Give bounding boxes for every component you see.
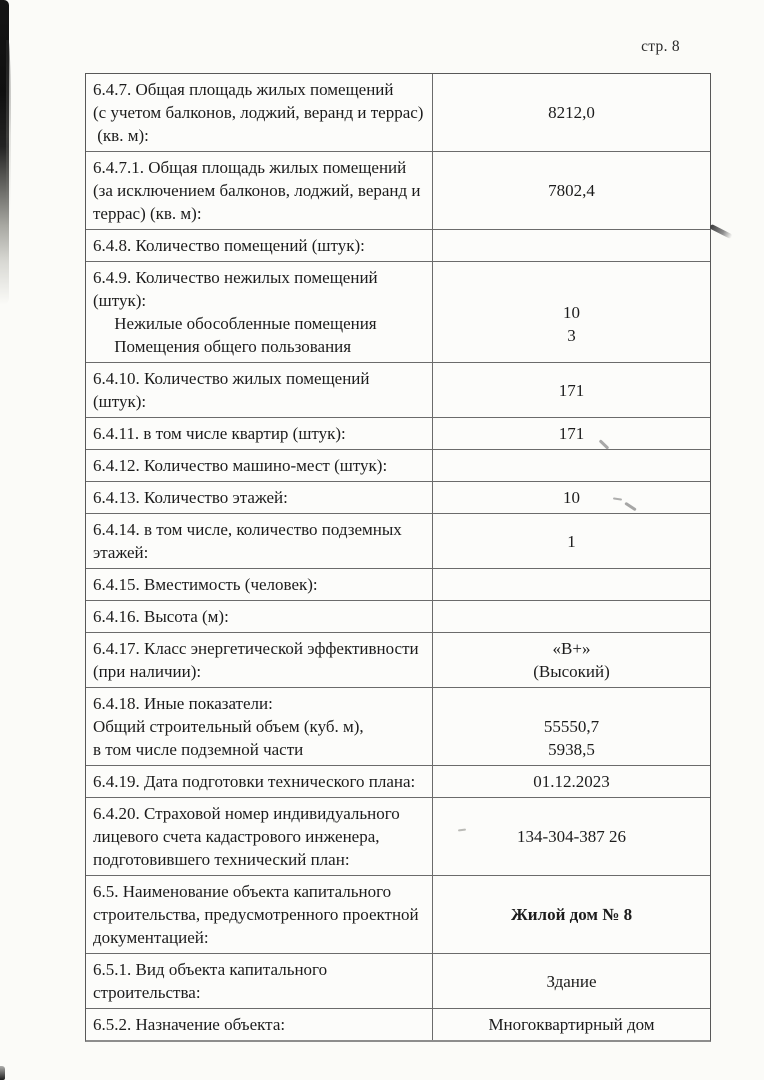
row-label-line: в том числе подземной части: [93, 740, 304, 759]
row-label-line: 6.4.20. Страховой номер индивидуального: [93, 804, 400, 823]
row-value: [432, 798, 710, 875]
row-value-line: 10: [563, 488, 580, 507]
row-label: [86, 876, 432, 953]
table-row: [86, 568, 710, 600]
row-label-line: 6.5.2. Назначение объекта:: [93, 1015, 286, 1034]
row-label-line: документацией:: [93, 928, 209, 947]
row-value-line: [441, 692, 702, 715]
row-label: [86, 569, 432, 600]
row-value: [432, 514, 710, 568]
row-label-line: 6.4.18. Иные показатели:: [93, 694, 273, 713]
table-row: [86, 953, 710, 1008]
row-value-line: 55550,7: [543, 717, 600, 736]
row-label-line: 6.5. Наименование объекта капитального: [93, 882, 392, 901]
row-value: [432, 152, 710, 229]
row-label-line: строительства:: [93, 983, 201, 1002]
row-label: [86, 363, 432, 417]
table-row: [86, 632, 710, 687]
row-label-line: этажей:: [93, 543, 149, 562]
row-value-line: Многоквартирный дом: [488, 1015, 655, 1034]
row-value-line: 171: [558, 424, 585, 443]
table-row: [86, 417, 710, 449]
table-row: [86, 687, 710, 765]
table-row: [86, 151, 710, 229]
table-row: [86, 261, 710, 362]
row-label-line: террас) (кв. м):: [93, 204, 202, 223]
row-label: [86, 601, 432, 632]
row-value: [432, 876, 710, 953]
row-value-line: 171: [558, 380, 585, 400]
row-value: [432, 363, 710, 417]
row-label-line: 6.4.10. Количество жилых помещений (штук):: [93, 369, 374, 411]
row-value: [432, 230, 710, 261]
row-label-line: Помещения общего пользования: [93, 337, 352, 356]
table-row: [86, 797, 710, 875]
row-value-line: Жилой дом № 8: [510, 905, 633, 924]
table-row: [86, 481, 710, 513]
row-label: [86, 633, 432, 687]
row-value-line: 1: [567, 531, 576, 551]
table-row: [86, 229, 710, 261]
row-label-line: строительства, предусмотренного проектной: [93, 905, 419, 924]
row-label-line: подготовившего технический план:: [93, 850, 350, 869]
row-label: [86, 450, 432, 481]
table-row: [86, 765, 710, 797]
row-label: [86, 262, 432, 362]
row-value-line: 5938,5: [548, 740, 595, 759]
row-label: [86, 954, 432, 1008]
row-value-line: 01.12.2023: [533, 772, 610, 791]
row-label: [86, 230, 432, 261]
row-value-line: 134-304-387 26: [516, 827, 627, 846]
table-row: [86, 1008, 710, 1040]
row-label-line: Общий строительный объем (куб. м),: [93, 717, 364, 736]
row-label-line: (за исключением балконов, лоджий, веранд и: [93, 181, 421, 200]
row-value-line: «В+»: [552, 639, 591, 658]
row-label-line: Нежилые обособленные помещения: [93, 314, 377, 333]
row-label-line: 6.4.19. Дата подготовки технического плана:: [93, 772, 416, 791]
row-value-line: 3: [567, 325, 576, 345]
table-row: [86, 875, 710, 953]
row-label: [86, 482, 432, 513]
scan-corner-mark: [0, 1066, 5, 1080]
details-table: [85, 73, 711, 1042]
row-value: [432, 633, 710, 687]
row-label-line: (с учетом балконов, лоджий, веранд и террас): [93, 103, 424, 122]
row-label-line: 6.4.7. Общая площадь жилых помещений: [93, 80, 394, 99]
row-label-line: (при наличии):: [93, 662, 202, 681]
row-value: [432, 1009, 710, 1040]
row-value-line: [441, 278, 702, 301]
row-value: [432, 766, 710, 797]
table-row: [86, 449, 710, 481]
row-label-line: 6.4.9. Количество нежилых помещений (штук):: [93, 268, 382, 310]
row-label: [86, 688, 432, 765]
row-value-line: 7802,4: [548, 181, 595, 200]
row-label-line: лицевого счета кадастрового инженера,: [93, 827, 380, 846]
row-label: [86, 766, 432, 797]
table-row: [86, 600, 710, 632]
row-label: [86, 418, 432, 449]
row-value-line: (Высокий): [533, 662, 610, 681]
row-label-line: (кв. м):: [93, 126, 149, 145]
row-label: [86, 798, 432, 875]
row-label-line: 6.4.14. в том числе, количество подземных: [93, 520, 402, 539]
table-row: [86, 362, 710, 417]
row-label-line: 6.4.15. Вместимость (человек):: [93, 575, 318, 594]
row-value: [432, 262, 710, 362]
row-label-line: 6.4.12. Количество машино-мест (штук):: [93, 456, 388, 475]
row-label-line: 6.4.11. в том числе квартир (штук):: [93, 424, 346, 443]
page-number: стр. 8: [641, 38, 680, 55]
row-label: [86, 152, 432, 229]
scan-edge-shadow: [0, 0, 9, 305]
row-value: [432, 482, 710, 513]
row-label: [86, 514, 432, 568]
row-label-line: 6.5.1. Вид объекта капитального: [93, 960, 328, 979]
row-label-line: 6.4.13. Количество этажей:: [93, 488, 288, 507]
row-label-line: 6.4.17. Класс энергетической эффективности: [93, 639, 419, 658]
row-value: [432, 601, 710, 632]
row-value: [432, 569, 710, 600]
scan-artifact-tick: [709, 224, 733, 239]
row-label-line: 6.4.7.1. Общая площадь жилых помещений: [93, 158, 407, 177]
row-label: [86, 1009, 432, 1040]
row-value: [432, 954, 710, 1008]
row-value: [432, 74, 710, 151]
row-value-line: 10: [563, 302, 580, 322]
row-value: [432, 418, 710, 449]
row-value: [432, 688, 710, 765]
row-value-line: Здание: [546, 971, 597, 991]
row-label-line: 6.4.16. Высота (м):: [93, 607, 229, 626]
row-value: [432, 450, 710, 481]
row-label-line: 6.4.8. Количество помещений (штук):: [93, 236, 365, 255]
table-row: [86, 513, 710, 568]
table-row: [86, 74, 710, 151]
row-value-line: 8212,0: [548, 103, 595, 122]
row-label: [86, 74, 432, 151]
